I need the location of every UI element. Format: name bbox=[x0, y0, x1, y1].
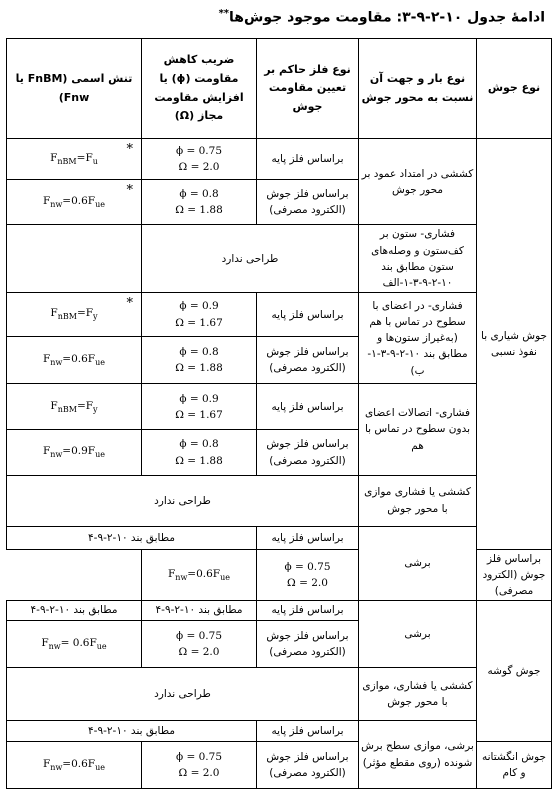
metal-weld: براساس فلز جوش (الکترود مصرفی) bbox=[257, 741, 359, 788]
factor-cell bbox=[142, 139, 257, 180]
title-footnote-mark: ** bbox=[218, 8, 230, 19]
metal-base: براساس فلز پایه bbox=[257, 384, 359, 430]
group-plug: جوش انگشتانه و کام bbox=[477, 741, 552, 788]
omega-value: Ω = 1.88 bbox=[175, 454, 223, 467]
factor-cell bbox=[142, 620, 257, 667]
factor-cell bbox=[142, 741, 257, 788]
table-row bbox=[7, 384, 552, 430]
omega-value: Ω = 2.0 bbox=[178, 161, 220, 174]
design-not-required: طراحی ندارد bbox=[7, 667, 359, 720]
table-row bbox=[7, 721, 552, 741]
clause-reference: مطابق بند ۱۰-۲-۹-۴ bbox=[142, 601, 257, 620]
omega-value: Ω = 1.88 bbox=[175, 204, 223, 217]
footnote-star: * bbox=[126, 142, 133, 158]
metal-base: براساس فلز پایه bbox=[257, 139, 359, 180]
factor-cell bbox=[257, 550, 359, 601]
load-compression-bearing: فشاری- در اعضای با سطوح در تماس با هم (به‌غیراز ستون‌ها و مطابق بند ۱۰-۲-۹-۳-۱-ب) bbox=[359, 293, 477, 384]
factor-cell bbox=[142, 180, 257, 225]
factor-cell bbox=[142, 337, 257, 384]
load-plug-shear: برشی، موازی سطح برش شونده (روی مقطع مؤثر) bbox=[359, 721, 477, 789]
header-reduction-factor: ضریب کاهش مقاومت (ϕ) یا افزایش مقاومت مجاز (Ω) bbox=[142, 39, 257, 139]
footnote-star: * bbox=[126, 183, 133, 199]
empty-cell bbox=[7, 225, 142, 293]
factor-cell bbox=[142, 293, 257, 337]
metal-weld: براساس فلز جوش (الکترود مصرفی) bbox=[257, 430, 359, 475]
load-parallel: کششی یا فشاری موازی با محور جوش bbox=[359, 475, 477, 526]
phi-value: ϕ = 0.8 bbox=[179, 346, 219, 359]
phi-value: ϕ = 0.75 bbox=[175, 750, 223, 763]
table-title-text: ادامهٔ جدول ۱۰-۲-۹-۳: مقاومت موجود جوش‌ها bbox=[229, 9, 545, 26]
metal-weld: براساس فلز جوش (الکترود مصرفی) bbox=[257, 180, 359, 225]
metal-weld: براساس فلز جوش (الکترود مصرفی) bbox=[477, 550, 552, 601]
omega-value: Ω = 2.0 bbox=[178, 766, 220, 779]
header-nominal-stress: تنش اسمی (FnBM یا Fnw) bbox=[7, 39, 142, 139]
header-row bbox=[7, 39, 552, 139]
nominal-stress-cell: $F_{nw}=0.6F_{ue}$ bbox=[7, 337, 142, 384]
load-fillet-axial: کششی یا فشاری، موازی با محور جوش bbox=[359, 667, 477, 720]
phi-value: ϕ = 0.9 bbox=[179, 392, 219, 405]
design-not-required: طراحی ندارد bbox=[7, 475, 359, 526]
group-cjp: جوش شیاری با نفوذ نسبی bbox=[477, 139, 552, 550]
nominal-stress-cell: * $F_{nBM}=F_y$ bbox=[7, 293, 142, 337]
metal-base: براساس فلز پایه bbox=[257, 526, 359, 550]
nominal-stress-cell: $F_{nw}= 0.6F_{ue}$ bbox=[7, 620, 142, 667]
load-shear: برشی bbox=[359, 526, 477, 601]
table-title bbox=[219, 8, 545, 26]
table-row bbox=[7, 139, 552, 180]
omega-value: Ω = 2.0 bbox=[178, 645, 220, 658]
clause-reference: مطابق بند ۱۰-۲-۹-۴ bbox=[7, 721, 257, 741]
load-compression-columns: فشاری- ستون بر کف‌ستون و وصله‌های ستون مطابق بند ۱۰-۲-۹-۳-۱-الف bbox=[359, 225, 477, 293]
table-row bbox=[7, 526, 552, 550]
phi-value: ϕ = 0.75 bbox=[284, 561, 331, 574]
factor-cell bbox=[142, 430, 257, 475]
design-not-required: طراحی ندارد bbox=[142, 225, 359, 293]
header-load-direction: نوع بار و جهت آن نسبت به محور جوش bbox=[359, 39, 477, 139]
phi-value: ϕ = 0.9 bbox=[179, 300, 219, 313]
metal-weld: براساس فلز جوش (الکترود مصرفی) bbox=[257, 620, 359, 667]
metal-base: براساس فلز پایه bbox=[257, 601, 359, 620]
omega-value: Ω = 2.0 bbox=[287, 577, 328, 590]
weld-strength-table bbox=[6, 38, 552, 789]
table-row bbox=[7, 225, 552, 293]
metal-base: براساس فلز پایه bbox=[257, 293, 359, 337]
phi-value: ϕ = 0.75 bbox=[175, 629, 223, 642]
table-row bbox=[7, 475, 552, 526]
load-tension-normal: کششی در امتداد عمود بر محور جوش bbox=[359, 139, 477, 225]
table-row bbox=[7, 667, 552, 720]
factor-cell bbox=[142, 384, 257, 430]
table-row bbox=[7, 293, 552, 337]
nominal-stress-cell: $F_{nw}=0.9F_{ue}$ bbox=[7, 430, 142, 475]
clause-reference: مطابق بند ۱۰-۲-۹-۴ bbox=[7, 601, 142, 620]
clause-reference: مطابق بند ۱۰-۲-۹-۴ bbox=[7, 526, 257, 550]
nominal-stress-cell: $F_{nw}=0.6F_{ue}$ bbox=[7, 741, 142, 788]
metal-base: براساس فلز پایه bbox=[257, 721, 359, 741]
load-fillet-shear: برشی bbox=[359, 601, 477, 668]
phi-value: ϕ = 0.75 bbox=[175, 145, 223, 158]
metal-weld: براساس فلز جوش (الکترود مصرفی) bbox=[257, 337, 359, 384]
footnote-star: * bbox=[126, 296, 133, 312]
header-weld-type: نوع جوش bbox=[477, 39, 552, 139]
omega-value: Ω = 1.88 bbox=[175, 362, 223, 375]
header-governing-metal: نوع فلز حاکم بر تعیین مقاومت جوش bbox=[257, 39, 359, 139]
nominal-stress-cell: $F_{nw}=0.6F_{ue}$ bbox=[142, 550, 257, 601]
nominal-stress-cell: * $F_{nw}=0.6F_{ue}$ bbox=[7, 180, 142, 225]
omega-value: Ω = 1.67 bbox=[175, 316, 223, 329]
group-fillet: جوش گوشه bbox=[477, 601, 552, 741]
phi-value: ϕ = 0.8 bbox=[179, 188, 219, 201]
nominal-stress-cell: $F_{nBM}=F_y$ bbox=[7, 384, 142, 430]
nominal-stress-cell: * $F_{nBM}=F_u$ bbox=[7, 139, 142, 180]
omega-value: Ω = 1.67 bbox=[175, 408, 223, 421]
table-row bbox=[7, 601, 552, 620]
phi-value: ϕ = 0.8 bbox=[179, 438, 219, 451]
load-compression-non-bearing: فشاری- اتصالات اعضای بدون سطوح در تماس با هم bbox=[359, 384, 477, 475]
